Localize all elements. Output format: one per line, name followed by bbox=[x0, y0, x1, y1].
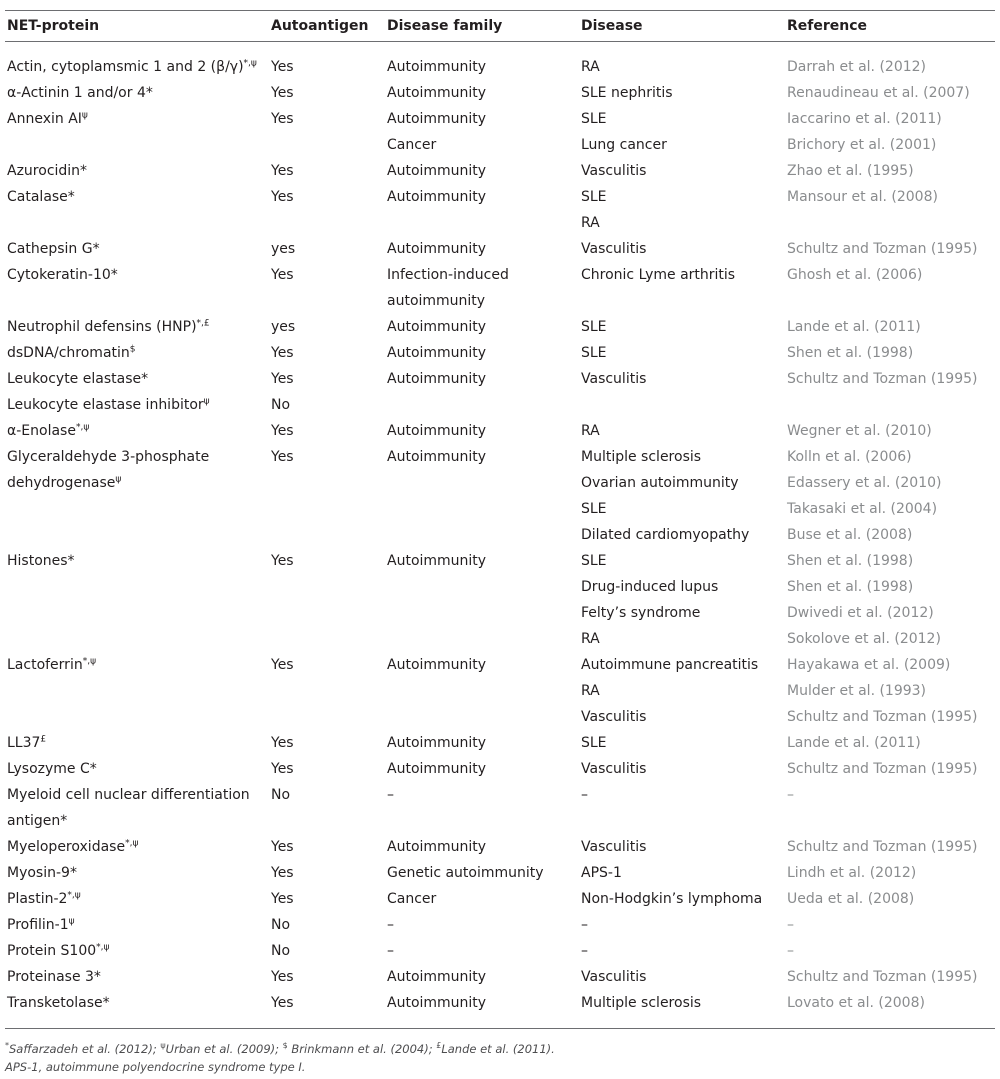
cell-reference: – bbox=[787, 917, 794, 933]
table-row bbox=[0, 236, 1000, 262]
cell-reference: – bbox=[787, 787, 794, 803]
cell-disease: SLE bbox=[581, 319, 607, 335]
cell-disease: RA bbox=[581, 423, 600, 439]
cell-disease: RA bbox=[581, 215, 600, 231]
cell-disease: – bbox=[581, 917, 588, 933]
table-row bbox=[0, 210, 1000, 236]
footnote-citation: Lande et al. (2011). bbox=[441, 1042, 555, 1056]
cell-autoantigen: Yes bbox=[271, 59, 294, 75]
table-row bbox=[0, 340, 1000, 366]
footnote-marker: *,ψ bbox=[125, 838, 139, 849]
cell-reference: Lindh et al. (2012) bbox=[787, 865, 917, 881]
cell-autoantigen: No bbox=[271, 397, 291, 413]
cell-autoantigen: Yes bbox=[271, 371, 294, 387]
footnote-symbol: ψ bbox=[160, 1041, 166, 1051]
cell-disease: RA bbox=[581, 631, 600, 647]
cell-disease: – bbox=[581, 943, 588, 959]
cell-net-protein: antigen* bbox=[7, 813, 68, 829]
cell-reference: Edassery et al. (2010) bbox=[787, 475, 942, 491]
table-row bbox=[0, 600, 1000, 626]
cell-disease: Non-Hodgkin’s lymphoma bbox=[581, 891, 763, 907]
table-row bbox=[0, 886, 1000, 912]
cell-autoantigen: Yes bbox=[271, 267, 294, 283]
cell-reference: Lande et al. (2011) bbox=[787, 735, 921, 751]
cell-disease: Drug-induced lupus bbox=[581, 579, 719, 595]
footnote-symbol: £ bbox=[436, 1041, 442, 1051]
cell-reference: Darrah et al. (2012) bbox=[787, 59, 927, 75]
cell-autoantigen: Yes bbox=[271, 839, 294, 855]
table-row bbox=[0, 756, 1000, 782]
cell-autoantigen: Yes bbox=[271, 449, 294, 465]
cell-reference: Sokolove et al. (2012) bbox=[787, 631, 941, 647]
table-row bbox=[0, 470, 1000, 496]
cell-disease-family: Autoimmunity bbox=[387, 163, 487, 179]
table-row bbox=[0, 782, 1000, 808]
cell-reference: Shen et al. (1998) bbox=[787, 579, 914, 595]
table-row bbox=[0, 574, 1000, 600]
table-row bbox=[0, 54, 1000, 80]
table-row bbox=[0, 418, 1000, 444]
cell-disease: Vasculitis bbox=[581, 839, 647, 855]
cell-reference: Kolln et al. (2006) bbox=[787, 449, 912, 465]
footnote-citation: Saffarzadeh et al. (2012); bbox=[9, 1042, 161, 1056]
cell-net-protein: Actin, cytoplamsmic 1 and 2 $(\beta/\gamma)^{*,\psi}$ bbox=[7, 58, 257, 75]
cell-reference: Mansour et al. (2008) bbox=[787, 189, 938, 205]
cell-autoantigen: Yes bbox=[271, 163, 294, 179]
cell-reference: Iaccarino et al. (2011) bbox=[787, 111, 942, 127]
cell-disease: Vasculitis bbox=[581, 371, 647, 387]
table-row bbox=[0, 704, 1000, 730]
cell-disease-family: – bbox=[387, 917, 394, 933]
footnote-marker: ψ bbox=[81, 110, 88, 121]
cell-autoantigen: yes bbox=[271, 241, 296, 257]
cell-net-protein: Proteinase 3* bbox=[7, 969, 101, 985]
cell-net-protein: Myeloid cell nuclear differentiation bbox=[7, 787, 250, 803]
cell-net-protein: Protein $S100^{*,\psi}$ bbox=[7, 942, 110, 959]
cell-reference: Schultz and Tozman (1995) bbox=[787, 969, 978, 985]
cell-net-protein: Lactoferrin$^{*,\psi}$ bbox=[7, 656, 97, 673]
cell-net-protein: Myeloperoxidase$^{*,\psi}$ bbox=[7, 838, 139, 855]
cell-reference: Wegner et al. (2010) bbox=[787, 423, 932, 439]
cell-autoantigen: Yes bbox=[271, 969, 294, 985]
cell-autoantigen: Yes bbox=[271, 345, 294, 361]
cell-disease-family: Autoimmunity bbox=[387, 371, 487, 387]
cell-disease: Vasculitis bbox=[581, 163, 647, 179]
header-autoantigen: Autoantigen bbox=[271, 18, 369, 34]
table-row bbox=[0, 678, 1000, 704]
cell-autoantigen: yes bbox=[271, 319, 296, 335]
cell-disease-family: Autoimmunity bbox=[387, 241, 487, 257]
cell-net-protein: Lysozyme C* bbox=[7, 761, 97, 777]
cell-net-protein: α-Enolase$^{*,\psi}$ bbox=[7, 422, 90, 439]
cell-disease: Ovarian autoimmunity bbox=[581, 475, 739, 491]
table-row bbox=[0, 912, 1000, 938]
cell-autoantigen: Yes bbox=[271, 761, 294, 777]
table-row bbox=[0, 730, 1000, 756]
cell-reference: Brichory et al. (2001) bbox=[787, 137, 937, 153]
table-row bbox=[0, 548, 1000, 574]
table-row bbox=[0, 496, 1000, 522]
cell-reference: Mulder et al. (1993) bbox=[787, 683, 927, 699]
cell-reference: Shen et al. (1998) bbox=[787, 553, 914, 569]
cell-disease: SLE bbox=[581, 345, 607, 361]
cell-net-protein: α-Actinin 1 and/or 4* bbox=[7, 85, 153, 101]
cell-autoantigen: No bbox=[271, 943, 291, 959]
cell-net-protein: Profilin-$1^\psi$ bbox=[7, 916, 75, 933]
cell-disease-family: Autoimmunity bbox=[387, 319, 487, 335]
cell-disease: SLE bbox=[581, 189, 607, 205]
cell-reference: Shen et al. (1998) bbox=[787, 345, 914, 361]
cell-disease: Vasculitis bbox=[581, 241, 647, 257]
cell-autoantigen: Yes bbox=[271, 995, 294, 1011]
table-row bbox=[0, 834, 1000, 860]
cell-net-protein: Neutrophil defensins (HNP)*,£ bbox=[7, 318, 210, 335]
cell-autoantigen: No bbox=[271, 787, 291, 803]
cell-reference: Schultz and Tozman (1995) bbox=[787, 761, 978, 777]
footnote-sources bbox=[5, 1040, 555, 1058]
footnote-citation: Urban et al. (2009); bbox=[165, 1042, 283, 1056]
cell-net-protein: Catalase* bbox=[7, 189, 75, 205]
footnote-marker: ψ bbox=[68, 916, 75, 927]
table-row bbox=[0, 860, 1000, 886]
cell-reference: Ueda et al. (2008) bbox=[787, 891, 915, 907]
cell-reference: Takasaki et al. (2004) bbox=[787, 501, 938, 517]
cell-disease: Multiple sclerosis bbox=[581, 449, 702, 465]
footnote-symbol: $ bbox=[282, 1041, 288, 1051]
cell-disease-family: autoimmunity bbox=[387, 293, 486, 309]
footnote-marker: *,ψ bbox=[243, 58, 257, 69]
cell-disease: – bbox=[581, 787, 588, 803]
cell-reference: Lande et al. (2011) bbox=[787, 319, 921, 335]
table-row bbox=[0, 366, 1000, 392]
cell-disease: SLE bbox=[581, 111, 607, 127]
header-rule bbox=[5, 41, 995, 42]
cell-disease: Vasculitis bbox=[581, 709, 647, 725]
cell-autoantigen: Yes bbox=[271, 423, 294, 439]
cell-disease: SLE bbox=[581, 553, 607, 569]
table-row bbox=[0, 262, 1000, 288]
footnote-abbreviation: APS-1, autoimmune polyendocrine syndrome type I. bbox=[5, 1060, 306, 1074]
cell-net-protein: Cathepsin G* bbox=[7, 241, 100, 257]
cell-disease-family: – bbox=[387, 943, 394, 959]
cell-net-protein: Azurocidin* bbox=[7, 163, 88, 179]
cell-disease-family: Autoimmunity bbox=[387, 969, 487, 985]
cell-disease-family: Autoimmunity bbox=[387, 59, 487, 75]
cell-disease: Autoimmune pancreatitis bbox=[581, 657, 759, 673]
table-row bbox=[0, 938, 1000, 964]
table-row bbox=[0, 964, 1000, 990]
cell-reference: Schultz and Tozman (1995) bbox=[787, 839, 978, 855]
cell-autoantigen: Yes bbox=[271, 85, 294, 101]
cell-disease-family: Autoimmunity bbox=[387, 423, 487, 439]
table-row bbox=[0, 288, 1000, 314]
cell-autoantigen: Yes bbox=[271, 865, 294, 881]
cell-net-protein: Glyceraldehyde 3-phosphate bbox=[7, 449, 210, 465]
header-disease: Disease bbox=[581, 18, 643, 34]
cell-autoantigen: Yes bbox=[271, 657, 294, 673]
cell-disease-family: Cancer bbox=[387, 891, 437, 907]
cell-disease: SLE bbox=[581, 501, 607, 517]
cell-net-protein: Cytokeratin-10* bbox=[7, 267, 118, 283]
cell-autoantigen: Yes bbox=[271, 735, 294, 751]
cell-disease: Felty’s syndrome bbox=[581, 605, 701, 621]
cell-disease-family: Autoimmunity bbox=[387, 761, 487, 777]
cell-net-protein: LL37£ bbox=[7, 734, 47, 751]
cell-disease-family: Autoimmunity bbox=[387, 345, 487, 361]
cell-disease: Vasculitis bbox=[581, 969, 647, 985]
cell-reference: Schultz and Tozman (1995) bbox=[787, 371, 978, 387]
header-net-protein: NET-protein bbox=[7, 18, 100, 34]
footnote-marker: *,ψ bbox=[96, 942, 110, 953]
cell-net-protein: Myosin-9* bbox=[7, 865, 77, 881]
table-row bbox=[0, 808, 1000, 834]
cell-disease: Multiple sclerosis bbox=[581, 995, 702, 1011]
table-row bbox=[0, 80, 1000, 106]
footnote-marker: *,£ bbox=[196, 318, 210, 329]
cell-reference: Dwivedi et al. (2012) bbox=[787, 605, 934, 621]
header-disease-family: Disease family bbox=[387, 18, 503, 34]
footnote-marker: $ bbox=[129, 344, 136, 355]
cell-reference: – bbox=[787, 943, 794, 959]
footnote-marker: ψ bbox=[203, 396, 210, 407]
footnote-marker: £ bbox=[40, 734, 47, 745]
cell-reference: Ghosh et al. (2006) bbox=[787, 267, 923, 283]
cell-autoantigen: Yes bbox=[271, 553, 294, 569]
cell-disease: Chronic Lyme arthritis bbox=[581, 267, 736, 283]
cell-disease-family: Autoimmunity bbox=[387, 85, 487, 101]
table-row bbox=[0, 132, 1000, 158]
table-body bbox=[0, 54, 1000, 1016]
table-row bbox=[0, 314, 1000, 340]
cell-disease-family: – bbox=[387, 787, 394, 803]
cell-reference: Buse et al. (2008) bbox=[787, 527, 913, 543]
cell-disease-family: Genetic autoimmunity bbox=[387, 865, 544, 881]
cell-disease: SLE bbox=[581, 735, 607, 751]
cell-disease: Vasculitis bbox=[581, 761, 647, 777]
footnote-symbol: * bbox=[5, 1041, 9, 1051]
header-reference: Reference bbox=[787, 18, 868, 34]
cell-net-protein: Leukocyte elastase inhibitor$^\psi$ bbox=[7, 396, 210, 413]
cell-reference: Schultz and Tozman (1995) bbox=[787, 709, 978, 725]
cell-disease-family: Infection-induced bbox=[387, 267, 509, 283]
footnote-marker: ψ bbox=[115, 474, 122, 485]
table-top-rule bbox=[5, 10, 995, 11]
footnote-marker: *,ψ bbox=[75, 422, 90, 433]
cell-disease: SLE nephritis bbox=[581, 85, 673, 101]
cell-disease-family: Cancer bbox=[387, 137, 437, 153]
table-row bbox=[0, 444, 1000, 470]
table-bottom-rule bbox=[5, 1028, 995, 1029]
cell-autoantigen: Yes bbox=[271, 891, 294, 907]
cell-disease-family: Autoimmunity bbox=[387, 995, 487, 1011]
table-row bbox=[0, 184, 1000, 210]
table-row bbox=[0, 106, 1000, 132]
cell-disease-family: Autoimmunity bbox=[387, 449, 487, 465]
table-row bbox=[0, 522, 1000, 548]
cell-reference: Hayakawa et al. (2009) bbox=[787, 657, 951, 673]
cell-disease: RA bbox=[581, 683, 600, 699]
cell-autoantigen: Yes bbox=[271, 189, 294, 205]
cell-reference: Schultz and Tozman (1995) bbox=[787, 241, 978, 257]
cell-reference: Zhao et al. (1995) bbox=[787, 163, 914, 179]
cell-autoantigen: Yes bbox=[271, 111, 294, 127]
cell-disease-family: Autoimmunity bbox=[387, 111, 487, 127]
footnote-marker: *,ψ bbox=[67, 890, 81, 901]
cell-autoantigen: No bbox=[271, 917, 291, 933]
cell-net-protein: Histones* bbox=[7, 553, 75, 569]
cell-net-protein: dsDNA/chromatin$ bbox=[7, 344, 136, 361]
cell-disease: RA bbox=[581, 59, 600, 75]
cell-net-protein: Annexin $AI^\psi$ bbox=[7, 110, 88, 127]
cell-net-protein: dehydrogenase$^\psi$ bbox=[7, 474, 122, 491]
cell-disease: Dilated cardiomyopathy bbox=[581, 527, 750, 543]
cell-reference: Renaudineau et al. (2007) bbox=[787, 85, 970, 101]
cell-disease-family: Autoimmunity bbox=[387, 189, 487, 205]
cell-disease: Lung cancer bbox=[581, 137, 667, 153]
cell-disease-family: Autoimmunity bbox=[387, 839, 487, 855]
table-row bbox=[0, 392, 1000, 418]
table-row bbox=[0, 626, 1000, 652]
cell-disease: APS-1 bbox=[581, 865, 622, 881]
table-row bbox=[0, 652, 1000, 678]
cell-disease-family: Autoimmunity bbox=[387, 657, 487, 673]
table-row bbox=[0, 990, 1000, 1016]
table-row bbox=[0, 158, 1000, 184]
cell-disease-family: Autoimmunity bbox=[387, 553, 487, 569]
cell-net-protein: Leukocyte elastase* bbox=[7, 371, 149, 387]
cell-net-protein: Transketolase* bbox=[7, 995, 110, 1011]
cell-disease-family: Autoimmunity bbox=[387, 735, 487, 751]
footnote-citation: Brinkmann et al. (2004); bbox=[287, 1042, 437, 1056]
footnote-marker: *,ψ bbox=[82, 656, 97, 667]
cell-net-protein: Plastin-$2^{*,\psi}$ bbox=[7, 890, 81, 907]
cell-reference: Lovato et al. (2008) bbox=[787, 995, 925, 1011]
